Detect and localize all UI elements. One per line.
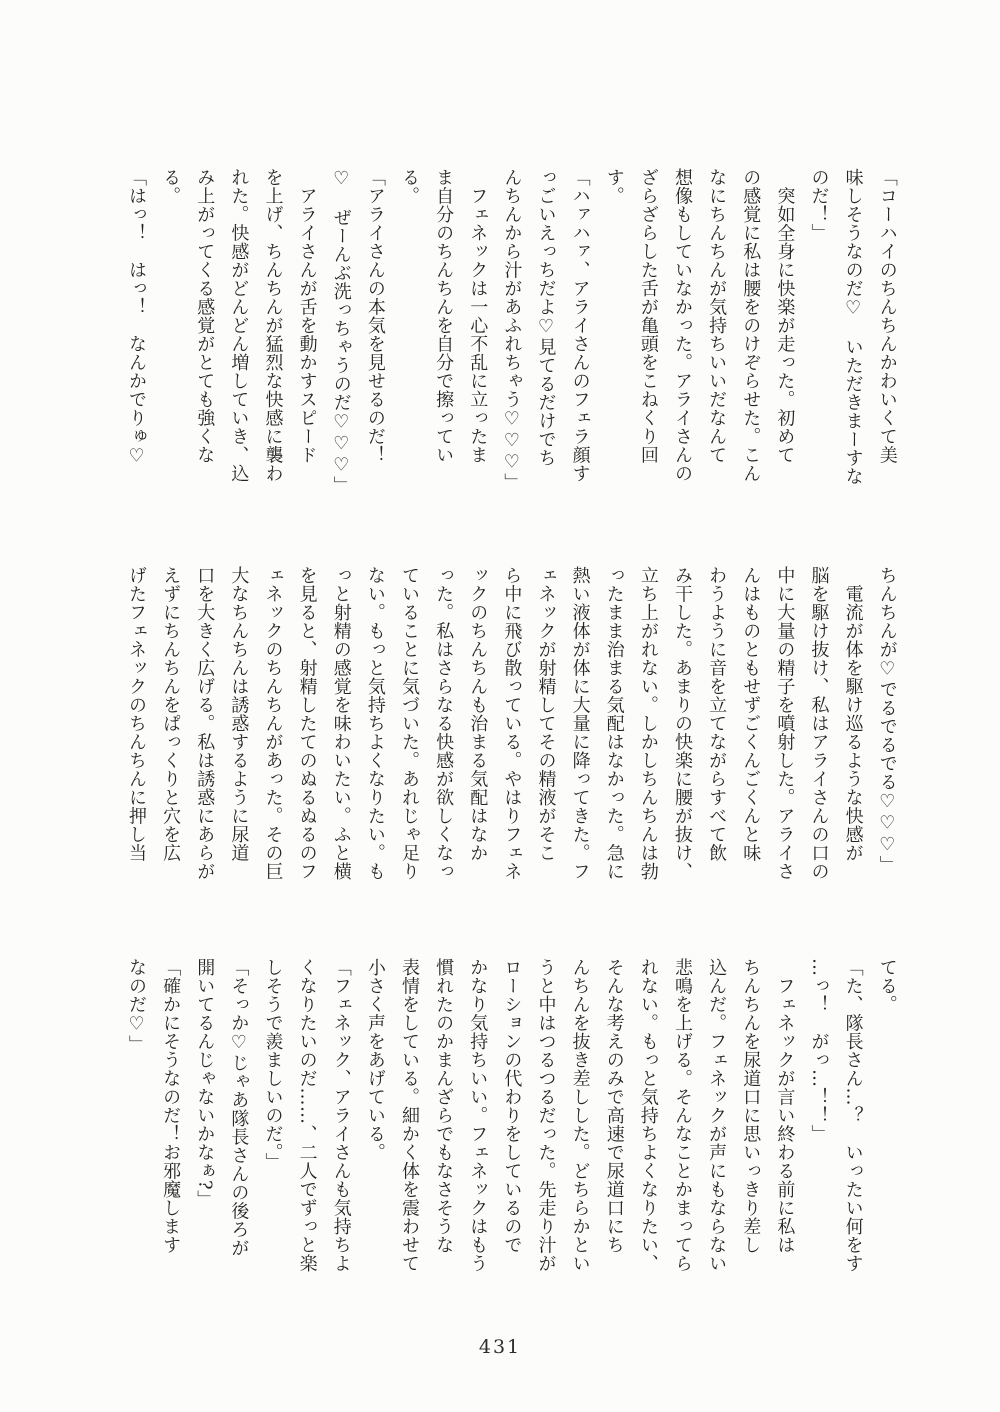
- text-column: んちんから汁があふれちゃう♡♡♡」: [501, 168, 523, 492]
- text-column: 脳を駆け抜け、私はアライさんの口の: [808, 566, 830, 881]
- text-column: えずにちんちんをぱっくりと穴を広: [160, 566, 182, 862]
- text-column: ェネックが射精してその精液がそこ: [535, 566, 557, 862]
- text-column: 「ハァハァ、アライさんのフェラ顔す: [569, 168, 591, 483]
- text-column: った。私はさらなる快感が欲しくなっ: [433, 566, 455, 881]
- text-column: を見ると、射精したてのぬるぬるのフ: [296, 566, 318, 881]
- text-column: わうように音を立てながらすべて飲: [706, 566, 728, 862]
- text-column: ま自分のちんちんを自分で擦ってい: [433, 168, 455, 464]
- text-column: 込んだ。フェネックが声にもならない: [706, 958, 728, 1273]
- text-column: んはものともせずごくんごくんと味: [740, 566, 762, 862]
- text-column: 慣れたのかまんざらでもなさそうな: [433, 958, 455, 1254]
- text-column: ざらざらした舌が亀頭をこねくり回: [637, 168, 659, 464]
- text-column: 「アライさんの本気を見せるのだ！: [364, 168, 386, 464]
- text-column: す。: [603, 168, 625, 205]
- text-column: ♡ ぜーんぶ洗っちゃうのだ♡♡♡」: [330, 168, 352, 495]
- text-column: のだ！」: [808, 168, 830, 242]
- text-column: っと射精の感覚を味わいたい。ふと横: [330, 566, 352, 881]
- text-column: そんな考えのみで高速で尿道口にち: [603, 958, 625, 1254]
- text-column: る。: [160, 168, 182, 205]
- text-column: なのだ♡」: [126, 958, 147, 1054]
- text-column: んちんを抜き差しした。どちらかとい: [569, 958, 591, 1273]
- text-column: 口を大きく広げる。私は誘惑にあらが: [194, 566, 216, 881]
- text-column: み上がってくる感覚がとても強くな: [194, 168, 216, 464]
- page-number: 431: [478, 1336, 522, 1358]
- text-column: ない。もっと気持ちよくなりたい。も: [364, 566, 386, 881]
- text-column: 開いてるんじゃないかなぁ?」: [194, 958, 216, 1209]
- text-column: フェネックが言い終わる前に私は: [774, 958, 796, 1254]
- text-column: 小さく声をあげている。: [364, 958, 386, 1162]
- text-column: ちんちんを尿道口に思いっきり差し: [740, 958, 762, 1254]
- text-column: ちんちんが♡でるでるでる♡♡♡」: [876, 566, 898, 874]
- text-column: 立ち上がれない。しかしちんちんは勃: [637, 566, 659, 881]
- text-column: 大なちんちんは誘惑するように尿道: [228, 566, 250, 862]
- text-column: なにちんちんが気持ちいいだなんて: [706, 168, 728, 464]
- text-column: …っ！ がっ…！！」: [808, 958, 830, 1143]
- text-column: 中に大量の精子を噴射した。アライさ: [774, 566, 796, 881]
- text-column: かなり気持ちいい。フェネックはもう: [467, 958, 489, 1273]
- text-column: ったまま治まる気配はなかった。急に: [603, 566, 625, 881]
- text-column: 「確かにそうなのだ！お邪魔します: [160, 958, 182, 1254]
- text-column: 熱い液体が体に大量に降ってきた。フ: [569, 566, 591, 881]
- text-column: ックのちんちんも治まる気配はなか: [467, 566, 489, 862]
- text-column: しそうで羨ましいのだ。」: [262, 958, 284, 1171]
- text-column: れない。もっと気持ちよくなりたい、: [637, 958, 659, 1273]
- text-column: る。: [399, 168, 420, 205]
- text-column: 味しそうなのだ♡ いただきまーすな: [842, 168, 864, 486]
- text-column: うと中はつるつるだった。先走り汁が: [535, 958, 557, 1273]
- text-column: くなりたいのだ……、二人でずっと楽: [296, 958, 318, 1273]
- text-block-top: [126, 168, 898, 495]
- text-block-bottom: [126, 958, 898, 1274]
- text-column: フェネックは一心不乱に立ったま: [467, 168, 489, 464]
- text-column: 「フェネック、アライさんも気持ちよ: [330, 958, 352, 1273]
- text-column: を上げ、ちんちんが猛烈な快感に襲わ: [262, 168, 284, 483]
- text-column: ェネックのちんちんがあった。その巨: [262, 566, 284, 881]
- text-column: み干した。あまりの快楽に腰が抜け、: [672, 566, 693, 881]
- text-column: ていることに気づいた。あれじゃ足り: [399, 566, 420, 881]
- text-column: 「た、隊長さん…？ いったい何をす: [842, 958, 864, 1273]
- text-column: ローションの代わりをしているので: [501, 958, 523, 1254]
- text-column: ら中に飛び散っている。やはりフェネ: [501, 566, 523, 881]
- text-column: の感覚に私は腰をのけぞらせた。こん: [740, 168, 762, 483]
- text-block-middle: [126, 566, 898, 882]
- text-column: 突如全身に快楽が走った。初めて: [774, 168, 796, 464]
- text-column: 悲鳴を上げる。そんなことかまってら: [672, 958, 693, 1273]
- text-column: 電流が体を駆け巡るような快感が: [842, 566, 864, 862]
- text-column: 「コーハイのちんちんかわいくて美: [876, 168, 898, 464]
- text-column: 「はっ！ はっ！ なんかでりゅ♡: [126, 168, 147, 467]
- text-column: れた。快感がどんどん増していき、込: [228, 168, 250, 483]
- text-column: てる。: [876, 958, 898, 1014]
- text-column: 「そっか♡じゃあ隊長さんの後ろが: [228, 958, 250, 1257]
- text-column: 表情をしている。細かく体を震わせて: [399, 958, 420, 1273]
- text-column: 想像もしていなかった。アライさんの: [672, 168, 693, 483]
- text-column: げたフェネックのちんちんに押し当: [126, 566, 147, 862]
- text-column: っごいえっちだよ♡見てるだけでち: [535, 168, 557, 467]
- text-column: アライさんが舌を動かすスピード: [296, 168, 318, 464]
